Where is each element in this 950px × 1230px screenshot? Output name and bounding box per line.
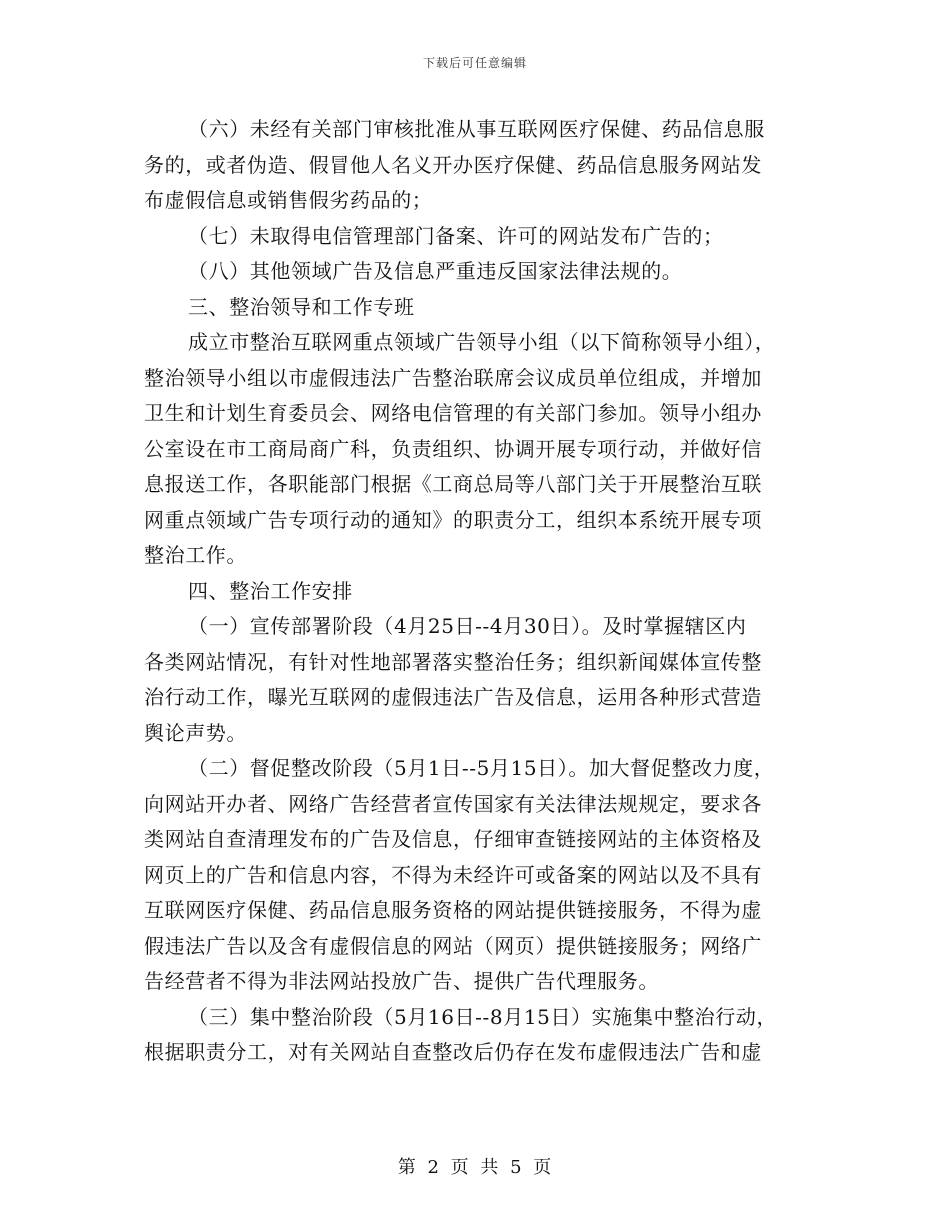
text-line: （六）未经有关部门审核批准从事互联网医疗保健、药品信息服 — [188, 117, 765, 141]
text-line: 舆论声势。 — [144, 720, 247, 745]
text-line: （一）宣传部署阶段（4月25日--4月30日）。及时掌握辖区内 — [188, 614, 747, 638]
text-line: 公室设在市工商局商广科，负责组织、协调开展专项行动，并做好信 — [144, 436, 762, 461]
text-line: （三）集中整治阶段（5月16日--8月15日）实施集中整治行动， — [188, 1004, 778, 1029]
text-line: 各类网站情况，有针对性地部署落实整治任务；组织新闻媒体宣传整 — [144, 649, 762, 674]
page-footer: 第 2 页 共 5 页 — [397, 1157, 553, 1178]
text-line: 息报送工作，各职能部门根据《工商总局等八部门关于开展整治互联 — [144, 472, 762, 496]
text-line: （二）督促整改阶段（5月1日--5月15日）。加大督促整改力度， — [188, 756, 775, 780]
text-line: 向网站开办者、网络广告经营者宣传国家有关法律法规规定，要求各 — [144, 791, 762, 816]
text-line: 布虚假信息或销售假劣药品的； — [144, 188, 433, 212]
text-line: 互联网医疗保健、药品信息服务资格的网站提供链接服务，不得为虚 — [144, 898, 762, 922]
text-line: （七）未取得电信管理部门备案、许可的网站发布广告的； — [188, 223, 724, 248]
text-line: 务的，或者伪造、假冒他人名义开办医疗保健、药品信息服务网站发 — [144, 152, 762, 177]
text-line: 类网站自查清理发布的广告及信息，仔细审查链接网站的主体资格及 — [144, 827, 762, 851]
document-body — [144, 112, 844, 1071]
text-line: 告经营者不得为非法网站投放广告、提供广告代理服务。 — [144, 969, 659, 993]
text-line: （八）其他领域广告及信息严重违反国家法律法规的。 — [188, 259, 683, 283]
text-line: 治行动工作，曝光互联网的虚假违法广告及信息，运用各种形式营造 — [144, 685, 762, 709]
text-line: 根据职责分工，对有关网站自查整改后仍存在发布虚假违法广告和虚 — [144, 1040, 762, 1064]
text-line: 整治领导小组以市虚假违法广告整治联席会议成员单位组成，并增加 — [144, 365, 762, 390]
text-line: 四、整治工作安排 — [188, 578, 353, 603]
text-line: 卫生和计划生育委员会、网络电信管理的有关部门参加。领导小组办 — [144, 401, 762, 425]
text-line: 三、整治领导和工作专班 — [188, 294, 415, 319]
page-header: 下载后可任意编辑 — [422, 56, 527, 70]
text-line: 成立市整治互联网重点领域广告领导小组（以下简称领导小组）， — [188, 330, 776, 354]
text-line: 整治工作。 — [144, 543, 247, 567]
text-line: 网页上的广告和信息内容，不得为未经许可或备案的网站以及不具有 — [144, 862, 762, 887]
text-line: 假违法广告以及含有虚假信息的网站（网页）提供链接服务；网络广 — [144, 933, 762, 958]
text-line: 网重点领域广告专项行动的通知》的职责分工，组织本系统开展专项 — [144, 507, 762, 532]
